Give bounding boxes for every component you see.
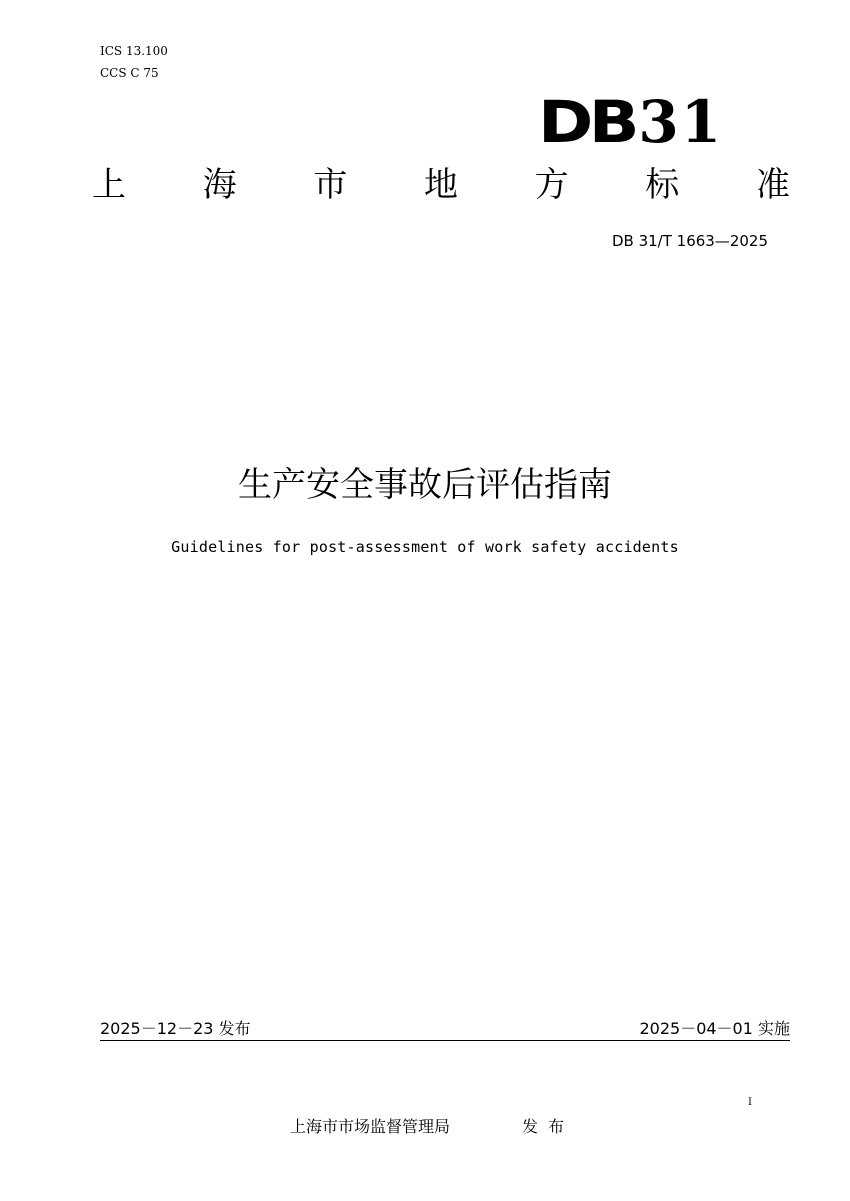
ccs-code: CCS C 75 bbox=[100, 66, 159, 80]
standard-type-char: 准 bbox=[755, 165, 790, 205]
page-number: I bbox=[748, 1097, 752, 1108]
standard-type-char: 标 bbox=[645, 165, 680, 205]
standard-type-char: 上 bbox=[92, 165, 126, 205]
issue-date: 2025－12－23 发布 bbox=[100, 1019, 251, 1038]
standard-type-char: 市 bbox=[313, 165, 348, 205]
ics-code: ICS 13.100 bbox=[100, 44, 168, 58]
divider-line bbox=[100, 1040, 790, 1041]
document-title-chinese: 生产安全事故后评估指南 bbox=[238, 465, 612, 505]
publisher-name: 上海市市场监督管理局 bbox=[290, 1117, 451, 1136]
standard-type bbox=[92, 163, 790, 207]
logo-number: 31 bbox=[638, 88, 724, 156]
implementation-date: 2025－04－01 实施 bbox=[639, 1019, 790, 1038]
document-title-english: Guidelines for post-assessment of work safety accidents bbox=[171, 538, 679, 556]
standard-number: DB 31/T 1663—2025 bbox=[611, 232, 768, 250]
logo-letters: DB bbox=[538, 88, 636, 156]
standard-type-char: 地 bbox=[423, 165, 458, 205]
db-logo bbox=[538, 88, 724, 156]
standard-type-char: 海 bbox=[202, 165, 237, 205]
publish-label: 发布 bbox=[522, 1117, 575, 1136]
standard-type-char: 方 bbox=[534, 165, 569, 205]
